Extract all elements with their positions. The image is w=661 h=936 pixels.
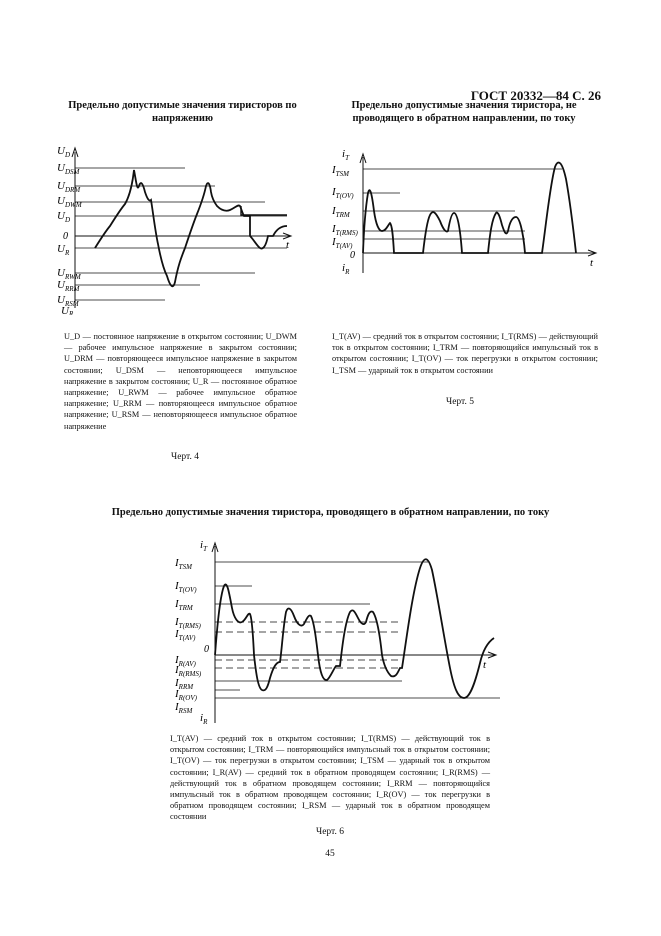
fig5-t-label: t <box>590 257 594 269</box>
fig5-itov-label: $I_{T(OV)}$ <box>332 186 354 200</box>
fig4-udwm-label: $U_{DWM}$ <box>57 195 82 209</box>
fig5-itsm-label: $I_{TSM}$ <box>332 164 349 178</box>
fig4-urwm-label: $U_{RWM}$ <box>57 267 81 281</box>
fig4-ur-axis-label: UR <box>61 305 74 315</box>
fig5-itrm-label: $I_{TRM}$ <box>332 205 350 219</box>
fig6-irrm-label: $I_{RRM}$ <box>175 677 194 691</box>
fig4-zero-label: 0 <box>63 231 68 242</box>
fig6-itrms-label: $I_{T(RMS)}$ <box>175 616 201 630</box>
fig4-ud-label: $U_D$ <box>57 210 71 224</box>
fig6-current-diagram <box>170 538 505 728</box>
fig6-itrm-label: $I_{TRM}$ <box>175 598 193 612</box>
fig4-udsm-label: $U_{DSM}$ <box>57 162 80 176</box>
fig4-t-label: t <box>286 239 290 251</box>
fig6-itov-label: $I_{T(OV)}$ <box>175 580 197 594</box>
fig5-label: Черт. 5 <box>446 397 474 407</box>
fig5-ir-axis-label: $i_R$ <box>342 262 350 276</box>
fig6-irov-label: $I_{R(OV)}$ <box>175 688 197 702</box>
fig6-itav-label: $I_{T(AV)}$ <box>175 628 196 642</box>
fig6-ir-axis-label: $i_R$ <box>200 712 208 726</box>
fig4-ursm-label: $U_{RSM}$ <box>57 294 79 308</box>
fig6-caption: I_T(AV) — средний ток в открытом состоянии; I_T(RMS) — действующий ток в открытом состоянии; I_TRM — повторяющийся импульсный ток в открытом состоянии; I_T(OV) — ток перегрузки в открытом состоянии; I_TSM — ударный ток в открытом состоянии; I_R(AV) — средний ток в обратном проводящем состоянии; I_R(RMS) — действующий ток в обратном проводящем состоянии; I_RRM — повторяющийся импульсный ток в обратном проводящем состоянии; I_R(OV) — ток перегрузки в обратном проводящем состоянии; I_RSM — ударный ток в обратном проводящем состоянии <box>170 734 490 822</box>
page-number: 45 <box>325 849 335 859</box>
fig6-title: Предельно допустимые значения тиристора, проводящего в обратном направлении, по току <box>111 507 550 518</box>
fig6-zero-label: 0 <box>204 644 209 655</box>
fig4-title: Предельно допустимые значения тиристоров по напряжению <box>68 100 297 124</box>
fig5-itrms-label: $I_{T(RMS)}$ <box>332 223 358 237</box>
fig5-current-diagram <box>330 145 600 280</box>
fig5-itav-label: $I_{T(AV)}$ <box>332 236 353 250</box>
fig6-it-axis-label: $i_T$ <box>200 539 207 553</box>
fig4-ur-label: $U_R$ <box>57 243 70 257</box>
fig6-irsm-label: $I_{RSM}$ <box>175 701 193 715</box>
fig4-voltage-diagram <box>55 140 320 315</box>
fig5-caption: I_T(AV) — средний ток в открытом состоянии; I_T(RMS) — действующий ток в открытом состоянии; I_TRM — повторяющийся импульсный ток в открытом состоянии; I_T(OV) — ток перегрузки в открытом состоянии; I_TSM — ударный ток в открытом состоянии <box>332 332 598 375</box>
fig6-irav-label: $I_{R(AV)}$ <box>175 654 196 668</box>
fig4-udrm-label: $U_{DRM}$ <box>57 180 81 194</box>
fig5-zero-label: 0 <box>350 250 355 261</box>
fig4-ud-axis-label: $U_D$ <box>57 145 71 159</box>
fig4-urrm-label: $U_{RRM}$ <box>57 279 80 293</box>
fig5-title: Предельно допустимые значения тиристора, не проводящего в обратном направлении, по току <box>351 100 577 124</box>
fig6-t-label: t <box>483 659 487 671</box>
fig5-it-axis-label: $i_T$ <box>342 148 349 162</box>
fig6-itsm-label: $I_{TSM}$ <box>175 557 192 571</box>
fig6-irrms-label: $I_{R(RMS)}$ <box>175 664 202 678</box>
fig4-caption: U_D — постоянное напряжение в открытом состоянии; U_DWM — рабочее импульсное напряжение в закрытом состоянии; U_DRM — повторяющееся импульсное напряжение в закрытом состоянии; U_DSM — неповторяющееся импульсное напряжение в закрытом состоянии; U_R — постоянное обратное напряжение; U_RWM — рабочее импульсное обратное напряжение; U_RRM — повторяющееся импульсное обратное напряжение; U_RSM — неповторяющееся импульсное обратное напряжение <box>64 332 297 431</box>
document-header: ГОСТ 20332—84 С. 26 <box>470 88 601 103</box>
fig6-label: Черт. 6 <box>316 827 344 837</box>
fig4-label: Черт. 4 <box>171 452 199 462</box>
